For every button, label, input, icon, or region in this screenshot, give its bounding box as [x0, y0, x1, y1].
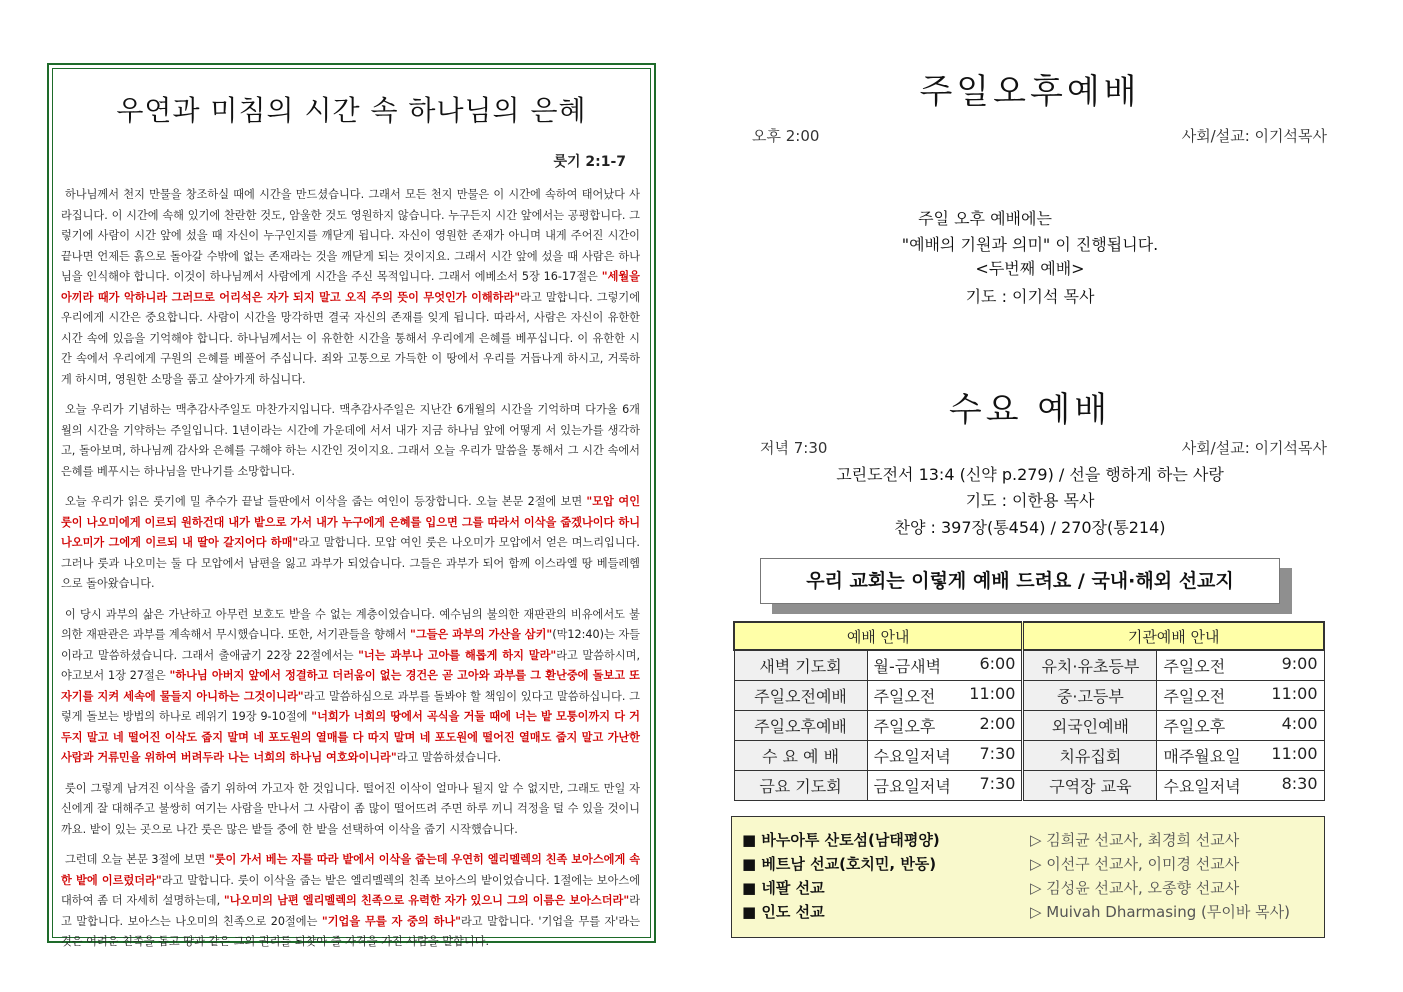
afternoon-line-1: 주일 오후 예배에는 — [918, 209, 1052, 228]
service-name: 금요 기도회 — [734, 771, 867, 801]
text: 오늘 우리가 읽은 룻기에 밀 추수가 끝날 들판에서 이삭을 줍는 여인이 등장합니다. 오늘 본문 2절에 보면 — [65, 495, 587, 508]
quote: "너희가 너희의 땅에서 곡식을 거둘 때에 너는 밭 모퉁이까지 다 거두지 말고 네 떨어진 이삭도 줍지 말며 네 포도원의 열매를 다 따지 말며 네 포도원에 떨어진 열매도 줍지 말고 가난한 사람과 거류민을 위하여 버려두라 나는 너희의 하나님 여호와이니라" — [61, 710, 640, 764]
service-day: 수요일저녁 — [873, 747, 951, 766]
service-schedule-table — [733, 621, 1325, 801]
table-header-row — [734, 622, 1324, 650]
section-banner: 우리 교회는 이렇게 예배 드려요 / 국내·해외 선교지 — [760, 558, 1280, 604]
quote: "룻이 가서 베는 자를 따라 밭에서 이삭을 줍는데 우연히 엘리멜렉의 친족 보아스에게 속한 밭에 이르렀더라" — [61, 853, 641, 887]
sermon-paragraph-1 — [61, 185, 640, 390]
text: (막12:40)는 자들이라고 말씀하셨습니다. 그래서 출애굽기 22장 22절에서는 — [61, 628, 640, 662]
group-hour: 11:00 — [1271, 744, 1318, 763]
group-name: 구역장 교육 — [1023, 771, 1157, 801]
sermon-inner-frame — [52, 68, 651, 948]
group-hour: 11:00 — [1271, 684, 1318, 703]
wednesday-service-info — [760, 437, 1327, 458]
service-time — [867, 771, 1023, 801]
mission-people: ▷ 이선구 선교사, 이미경 선교사 — [1030, 855, 1240, 873]
sermon-paragraph-4 — [61, 605, 640, 769]
list-item — [742, 901, 1314, 925]
wednesday-line-1: 고린도전서 13:4 (신약 p.279) / 선을 행하게 하는 사랑 — [836, 465, 1224, 484]
group-time — [1157, 650, 1324, 681]
service-hour: 11:00 — [969, 684, 1016, 703]
service-day: 금요일저녁 — [873, 777, 951, 796]
wednesday-time: 저녁 7:30 — [760, 439, 828, 457]
schedule-header-right: 기관예배 안내 — [1023, 622, 1324, 650]
service-day: 주일오전 — [873, 687, 936, 706]
afternoon-service-info — [752, 125, 1327, 146]
sermon-paragraph-6 — [61, 850, 640, 953]
table-row — [734, 771, 1324, 801]
service-time — [867, 681, 1023, 711]
service-time — [867, 711, 1023, 741]
text: 라고 말합니다. 모압 여인 룻은 나오미가 모압에서 얻은 며느리입니다. 그러나 룻과 나오미는 둘 다 모압에서 남편을 잃고 과부가 되었습니다. 그들은 과부가 되어 함께 이스라엘 땅 베들레헴으로 돌아왔습니다. — [61, 536, 640, 590]
wednesday-line-2: 기도 : 이한용 목사 — [965, 491, 1095, 510]
quote: "모압 여인 룻이 나오미에게 이르되 원하건대 내가 밭으로 가서 내가 누구에게 은혜를 입으면 그를 따라서 이삭을 줍겠나이다 하니 나오미가 그에게 이르되 내 딸아 갈지어다 하매" — [61, 495, 640, 549]
group-time — [1157, 681, 1324, 711]
sermon-paragraph-5: 룻이 그렇게 남겨진 이삭을 줍기 위하여 가고자 한 것입니다. 떨어진 이삭이 얼마나 될지 알 수 없지만, 그래도 만일 자신에게 잘 대해주고 불쌍히 여기는 사람을 만나서 그 사람이 좀 많이 떨어뜨려 주면 하루 끼니 걱정을 덜 수 있을 것이니까요. 밭이 있는 곳으로 나간 룻은 많은 밭들 중에 한 밭을 선택하여 이삭을 줍기 시작했습니다. — [61, 781, 640, 836]
service-hour: 7:30 — [979, 744, 1016, 763]
mission-place: ■ 바누아투 산토섬(남태평양) — [742, 831, 940, 849]
service-hour: 2:00 — [979, 714, 1016, 733]
table-row — [734, 711, 1324, 741]
text: 그런데 오늘 본문 3절에 보면 — [65, 853, 209, 866]
table-row — [734, 681, 1324, 711]
text: 라고 말합니다. 보아스는 나오미의 친족으로 20절에는 — [61, 894, 640, 928]
service-name: 주일오전예배 — [734, 681, 867, 711]
text: 라고 말씀하심으로 과부를 돌봐야 할 책임이 있다고 말씀하십니다. 그렇게 돌보는 방법의 하나로 레위기 19장 9-10절에 — [61, 689, 640, 723]
mission-people: ▷ 김희균 선교사, 최경희 선교사 — [1030, 831, 1240, 849]
mission-place: ■ 네팔 선교 — [742, 879, 825, 897]
text: 하나님께서 천지 만물을 창조하실 때에 시간을 만드셨습니다. 그래서 모든 천지 만물은 이 시간에 속하여 태어났다 사라집니다. 이 시간에 속해 있기에 찬란한 것도, 암울한 것도 영원하지 않습니다. 누구든지 시간 앞에서는 공평합니다. 그렇기에 사람이 시간 앞에 섰을 때 자신이 누구인지를 깨닫게 됩니다. 자신이 영원한 존재가 아니며 내게 주어진 시간이 끝나면 언제든 흙으로 돌아갈 수밖에 없는 존재라는 것을 깨닫게 되는 것이지요. 그래서 시간 앞에 섰을 때 사람은 하나님을 인식해야 합니다. 이것이 하나님께서 사람에게 시간을 주신 목적입니다. 그래서 에베소서 5장 16-17절은 — [61, 188, 640, 283]
group-time — [1157, 741, 1324, 771]
service-time — [867, 741, 1023, 771]
quote: "나오미의 남편 엘리멜렉의 친족으로 유력한 자가 있으니 그의 이름은 보아스더라" — [223, 894, 630, 907]
mission-people: ▷ 김성윤 선교사, 오종향 선교사 — [1030, 879, 1240, 897]
group-day: 주일오전 — [1163, 687, 1226, 706]
mission-place: ■ 베트남 선교(호치민, 반동) — [742, 855, 937, 873]
text: 이 당시 과부의 삶은 가난하고 아무런 보호도 받을 수 없는 계층이었습니다. 예수님의 불의한 재판관의 비유에서도 불의한 재판관은 과부를 계속해서 무시했습니다. 또한, 서기관들을 향해서 — [61, 607, 640, 641]
text: 라고 말합니다. 룻이 이삭을 줍는 밭은 엘리멜렉의 친족 보아스의 밭이었습니다. 1절에는 보아스에 대하여 좀 더 자세히 설명하는데, — [61, 873, 641, 907]
quote: "그들은 과부의 가산을 삼키" — [409, 628, 553, 641]
text: 라고 말씀하시며, 야고보서 1장 27절은 — [61, 648, 641, 682]
service-name: 수 요 예 배 — [734, 741, 867, 771]
mission-people: ▷ Muivah Dharmasing (무이바 목사) — [1030, 903, 1290, 921]
afternoon-line-4: 기도 : 이기석 목사 — [965, 287, 1095, 306]
sermon-scripture: 룻기 2:1-7 — [553, 154, 626, 170]
list-item — [742, 877, 1314, 901]
table-row — [734, 650, 1324, 681]
sermon-panel — [47, 63, 656, 948]
group-name: 치유집회 — [1023, 741, 1157, 771]
service-name: 주일오후예배 — [734, 711, 867, 741]
text: 라고 말씀하셨습니다. — [396, 751, 502, 764]
wednesday-service-title: 수요 예배 — [948, 390, 1112, 430]
group-day: 주일오후 — [1163, 717, 1226, 736]
sermon-body — [61, 185, 640, 963]
quote: "하나님 아버지 앞에서 정결하고 더러움이 없는 경건은 곧 고아와 과부를 그 환난중에 돌보고 또 자기를 지켜 세속에 물들지 아니하는 그것이니라" — [61, 669, 640, 703]
service-day: 주일오후 — [873, 717, 936, 736]
sermon-title: 우연과 미침의 시간 속 하나님의 은혜 — [116, 94, 587, 127]
group-hour: 4:00 — [1281, 714, 1318, 733]
wednesday-host: 사회/설교: 이기석목사 — [1181, 439, 1327, 457]
group-hour: 8:30 — [1281, 774, 1318, 793]
schedule-header-left: 예배 안내 — [734, 622, 1023, 650]
service-time — [867, 650, 1023, 681]
mission-place: ■ 인도 선교 — [742, 903, 825, 921]
group-day: 주일오전 — [1163, 657, 1226, 676]
group-name: 유치·유초등부 — [1023, 650, 1157, 681]
list-item — [742, 853, 1314, 877]
afternoon-host: 사회/설교: 이기석목사 — [1181, 127, 1327, 145]
quote: "너는 과부나 고아를 해롭게 하지 말라" — [358, 648, 557, 662]
service-hour: 7:30 — [979, 774, 1016, 793]
text: 라고 말합니다. '기업을 무를 자'라는 것은 어려운 친족을 돕고 땅과 같은 그의 권리를 되찾아 줄 자격을 가진 사람을 말합니다. — [61, 914, 640, 948]
afternoon-time: 오후 2:00 — [752, 127, 820, 145]
group-name: 중·고등부 — [1023, 681, 1157, 711]
service-day: 월-금새벽 — [873, 657, 942, 676]
service-name: 새벽 기도회 — [734, 650, 867, 681]
list-item — [742, 829, 1314, 853]
group-time — [1157, 711, 1324, 741]
afternoon-line-3: <두번째 예배> — [975, 259, 1085, 278]
afternoon-line-2: "예배의 기원과 의미" 이 진행됩니다. — [901, 235, 1159, 254]
sermon-paragraph-2: 오늘 우리가 기념하는 맥추감사주일도 마찬가지입니다. 맥추감사주일은 지난간 6개월의 시간을 기억하며 다가올 6개월의 시간을 기약하는 주일입니다. 1년이라는 시간에 가운데에 서서 내가 지금 하나님 앞에 어떻게 서 있는가를 생각하고, 돌아보며, 하나님께 감사와 은혜를 구해야 하는 시간인 것이지요. 그래서 오늘 우리가 말씀을 통해서 그 시간 속에서 은혜를 베푸시는 하나님을 만나기를 소망합니다. — [61, 403, 640, 478]
quote: "세월을 아끼라 때가 악하니라 그러므로 어리석은 자가 되지 말고 오직 주의 뜻이 무엇인가 이해하라" — [61, 270, 640, 304]
text: 라고 말합니다. 그렇기에 우리에게 시간은 중요합니다. 사람이 시간을 망각하면 결국 자신의 존재를 잊게 됩니다. 따라서, 사람은 자신이 유한한 시간 속에 있음을 기억해야 합니다. 하나님께서는 이 유한한 시간을 통해서 우리에게 은혜를 베푸십니다. 이 유한한 시간 속에서 우리에게 구원의 은혜를 베풀어 주십니다. 죄와 고통으로 가득한 이 땅에서 우리를 거듭나게 하시고, 거룩하게 하시며, 영원한 소망을 품고 살아가게 하십니다. — [61, 290, 640, 386]
missions-box — [731, 816, 1325, 938]
service-hour: 6:00 — [979, 654, 1016, 673]
group-time — [1157, 771, 1324, 801]
group-name: 외국인예배 — [1023, 711, 1157, 741]
table-row — [734, 741, 1324, 771]
afternoon-service-title: 주일오후예배 — [919, 72, 1141, 112]
group-day: 수요일저녁 — [1163, 777, 1241, 796]
group-hour: 9:00 — [1281, 654, 1318, 673]
quote: "기업을 무를 자 중의 하나" — [321, 914, 461, 928]
group-day: 매주월요일 — [1163, 747, 1241, 766]
wednesday-line-3: 찬양 : 397장(통454) / 270장(통214) — [894, 518, 1166, 537]
sermon-paragraph-3 — [61, 492, 640, 595]
